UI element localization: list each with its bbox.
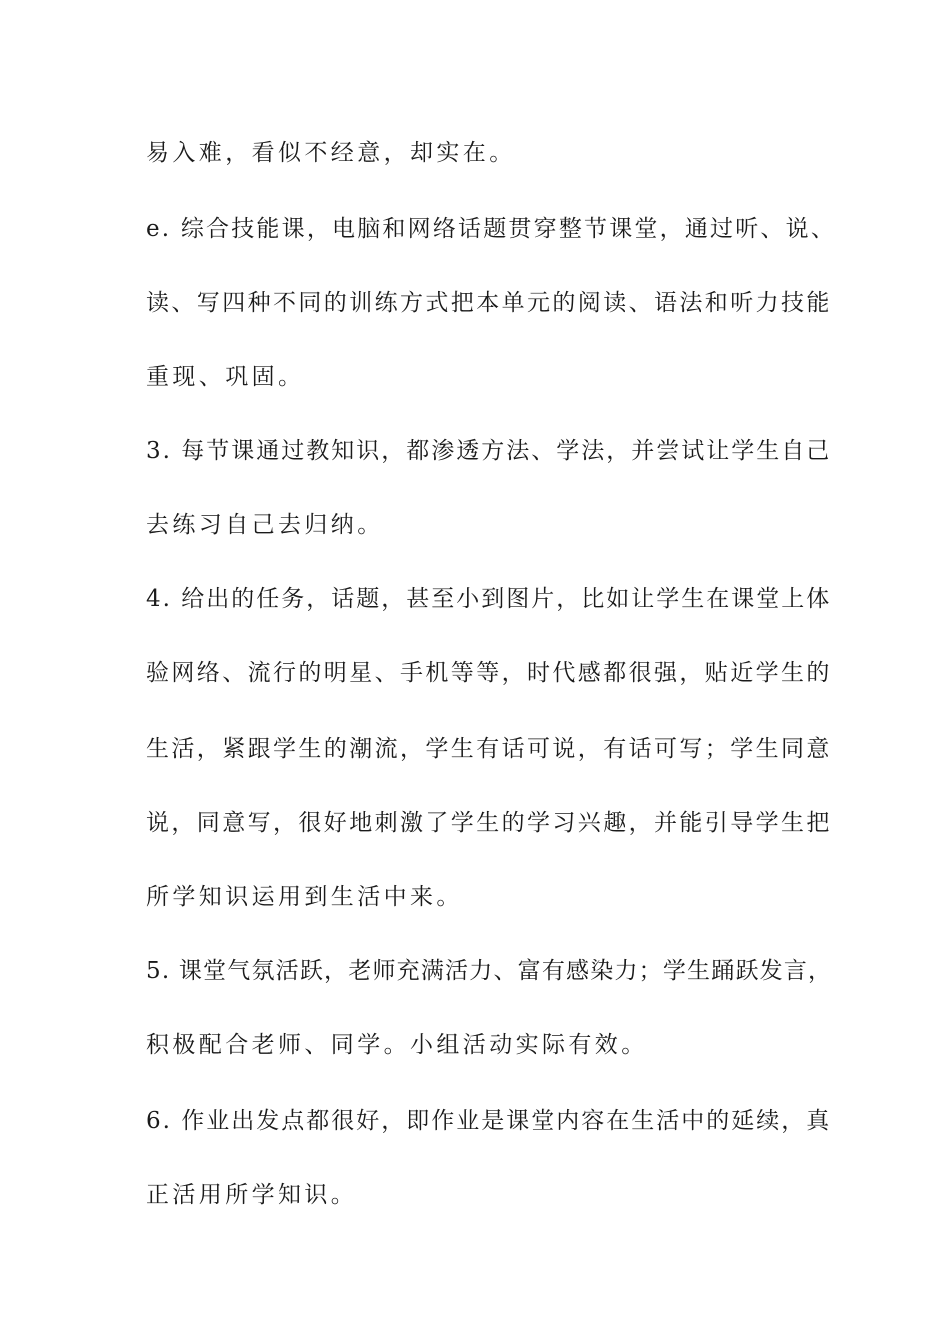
text-line: 正活用所学知识。 (146, 1182, 358, 1208)
text-line: 读、写四种不同的训练方式把本单元的阅读、语法和听力技能 (146, 290, 832, 316)
text-line: 4. 给出的任务，话题，甚至小到图片，比如让学生在课堂上体 (146, 586, 832, 612)
text-line: 易入难，看似不经意，却实在。 (146, 140, 516, 166)
text-line: 积极配合老师、同学。小组活动实际有效。 (146, 1032, 648, 1058)
text-line: 生活，紧跟学生的潮流，学生有话可说，有话可写；学生同意 (146, 736, 832, 762)
text-line: 6. 作业出发点都很好，即作业是课堂内容在生活中的延续，真 (146, 1108, 832, 1134)
text-line: 去练习自己去归纳。 (146, 512, 384, 538)
text-line: 说，同意写，很好地刺激了学生的学习兴趣，并能引导学生把 (146, 810, 832, 836)
text-line: 5. 课堂气氛活跃，老师充满活力、富有感染力；学生踊跃发言， (146, 958, 833, 984)
text-line: 重现、巩固。 (146, 364, 305, 390)
text-line: e. 综合技能课，电脑和网络话题贯穿整节课堂，通过听、说、 (146, 216, 837, 242)
text-line: 3. 每节课通过教知识，都渗透方法、学法，并尝试让学生自己 (146, 438, 832, 464)
text-line: 所学知识运用到生活中来。 (146, 884, 463, 910)
text-line: 验网络、流行的明星、手机等等，时代感都很强，贴近学生的 (146, 660, 832, 686)
